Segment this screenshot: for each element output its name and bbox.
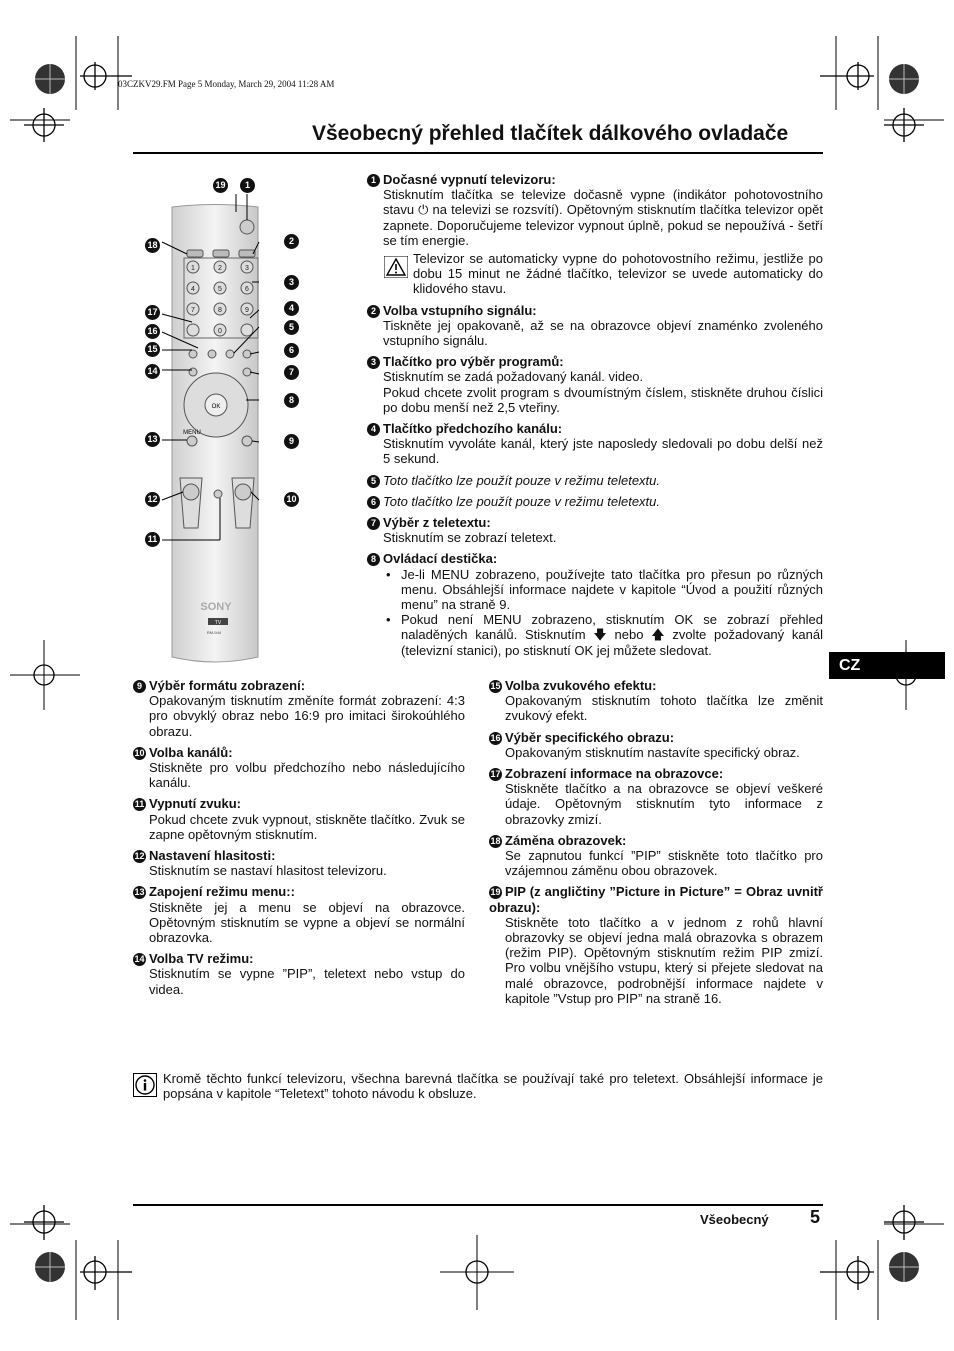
left-column [133, 678, 465, 1003]
callout-4: 4 [284, 301, 299, 316]
menu-label: MENU [183, 430, 201, 436]
model-label: RM-944 [206, 630, 222, 635]
svg-text:2: 2 [218, 265, 222, 272]
callout-12: 12 [145, 492, 160, 507]
callout-8: 8 [284, 393, 299, 408]
entry-7: 7 Výběr z teletextu: Stisknutím se zobrazí teletext. [367, 515, 823, 545]
entry-15: 15 Volba zvukového efektu: Opakovaným stisknutím tohoto tlačítka lze změnit zvukový efekt. [490, 678, 823, 724]
callout-1: 1 [240, 178, 255, 193]
callout-14: 14 [145, 364, 160, 379]
page-title: Všeobecný přehled tlačítek dálkového ovladače [312, 122, 789, 145]
warning-note: Televizor se automaticky vypne do pohotovostního režimu, jestliže po dobu 15 minut ne žádné tlačítko, televizor se uvede automaticky do klidového stavu. [383, 251, 823, 297]
entry-2: 2 Volba vstupního signálu: Tiskněte jej opakovaně, až se na obrazovce objeví znaménko zvoleného vstupního signálu. [367, 303, 823, 349]
svg-text:9: 9 [245, 307, 249, 314]
entry-12: 12 Nastavení hlasitosti: Stisknutím se nastaví hlasitost televizoru. [134, 848, 387, 879]
svg-text:3: 3 [245, 265, 249, 272]
callout-11: 11 [145, 532, 160, 547]
svg-text:8: 8 [218, 307, 222, 314]
top-rule [133, 152, 823, 154]
entry-16: 16 Výběr specifického obrazu: Opakovaným stisknutím nastavíte specifický obraz. [490, 729, 800, 760]
callout-5: 5 [284, 320, 299, 335]
footer-page-number: 5 [810, 1207, 821, 1227]
callout-19: 19 [213, 178, 228, 193]
info-icon [133, 1073, 157, 1097]
entry-17: 17 Zobrazení informace na obrazovce: Stiskněte tlačítko a na obrazovce se objeví veškeré údaje. Opětovným stisknutím tyto informace z obrazovky zmizí. [490, 766, 823, 827]
svg-text:4: 4 [191, 286, 195, 293]
callout-2: 2 [284, 234, 299, 249]
entry-10: 10 Volba kanálů: Stiskněte pro volbu předchozího nebo následujícího kanálu. [134, 744, 465, 791]
entry-14: 14 Volba TV režimu: Stisknutím se vypne ”PIP”, teletext nebo vstup do videa. [134, 951, 465, 997]
entry-8: 8 Ovládací destička: • Je-li MENU zobrazeno, používejte tato tlačítka pro přesun po různých menu. Obsáhlejší informace najdete v kapitole “Úvod a použití různých menu” na straně 9. • Pokud není MENU zobrazeno, stisknutím OK se zobrazí přehled naladěných kanálů. Stisknutím 🡇 nebo 🡅 zvolte požadovaný kanál (televizní stanici), po stisknutí OK jej můžete sledovat. [367, 551, 823, 657]
svg-text:7: 7 [191, 307, 195, 314]
callout-10: 10 [284, 492, 299, 507]
svg-text:6: 6 [245, 286, 249, 293]
callout-13: 13 [145, 432, 160, 447]
callout-18: 18 [145, 238, 160, 253]
frame-info: 03CZKV29.FM Page 5 Monday, March 29, 2004 11:28 AM [118, 79, 335, 89]
svg-text:0: 0 [218, 328, 222, 335]
bottom-rule [133, 1204, 823, 1206]
entry-13: 13 Zapojení režimu menu:: Stiskněte jej a menu se objeví na obrazovce. Opětovným stisknutím se vypne a objeví se normální obrazovka. [134, 884, 465, 946]
entry-11: 11 Vypnutí zvuku: Pokud chcete zvuk vypnout, stiskněte tlačítko. Zvuk se zapne opětovným stisknutím. [134, 796, 465, 842]
entry-5: 5 Toto tlačítko lze použít pouze v režimu teletextu. [367, 473, 823, 488]
svg-text:1: 1 [191, 265, 195, 272]
tv-label: TV [214, 620, 222, 626]
ok-label: OK [211, 404, 221, 410]
footer-section: Všeobecný [700, 1212, 769, 1227]
entry-18: 18 Záměna obrazovek: Se zapnutou funkcí ”PIP” stiskněte toto tlačítko pro vzájemnou záměnu obou obrazovek. [490, 832, 823, 879]
brand-label: SONY [200, 601, 232, 613]
right-column [367, 172, 823, 664]
callout-16: 16 [145, 324, 160, 339]
callout-9: 9 [284, 434, 299, 449]
entry-1: 1 Dočasné vypnutí televizoru: Stisknutím tlačítka se televize dočasně vypne (indikátor pohotovostního stavu ⏻ na televizi se rozsvítí). Opětovným stisknutím tlačítka televizor opět zapnete. Doporučujeme televizor vypnout úplně, pokud se nepoužívá - šetří se tím energie. Televizor se automaticky vypne do pohotovostního režimu, jestliže po dobu 15 minut ne žádné tlačítko, televizor se uvede automaticky do klidového stavu. [367, 172, 823, 297]
entry-9: 9 Výběr formátu zobrazení: Opakovaným tisknutím změníte formát zobrazení: 4:3 pro obvyklý obraz nebo 16:9 pro imitaci širokoúhlého obrazu. [133, 678, 465, 739]
callout-7: 7 [284, 365, 299, 380]
callout-15: 15 [145, 342, 160, 357]
callout-17: 17 [145, 305, 160, 320]
remote-illustration [140, 172, 310, 667]
callout-3: 3 [284, 275, 299, 290]
entry-4: 4 Tlačítko předchozího kanálu: Stisknutím vyvoláte kanál, který jste naposledy sledovali po dobu delší než 5 sekund. [367, 421, 823, 467]
entry-19: 19 PIP (z angličtiny ”Picture in Picture” = Obraz uvnitř obrazu): Stiskněte toto tlačítko a v jednom z rohů hlavní obrazovky se objeví jedna malá obrazovka s obrazem (režim PIP). Opětovným stisknutím režim PIP zmizí. Pro volbu vnějšího vstupu, který si přejete sledovat na malé obrazovce, podrobnější informace najdete v kapitole ”Vstup pro PIP” na straně 16. [489, 884, 823, 1006]
middle-column [489, 678, 823, 1012]
callout-6: 6 [284, 343, 299, 358]
entry-3: 3 Tlačítko pro výběr programů: Stisknutím se zadá požadovaný kanál. video. Pokud chcete zvolit program s dvoumístným číslem, stiskněte druhou číslici po dobu menší než 2,5 vteřiny. [367, 354, 823, 415]
warning-icon [384, 256, 408, 278]
svg-text:5: 5 [218, 286, 222, 293]
info-note: Kromě těchto funkcí televizoru, všechna barevná tlačítka se používají také pro teletext. Obsáhlejší informace je popsána v kapitole “Teletext” tohoto návodu k obsluze. [163, 1071, 823, 1102]
entry-6: 6 Toto tlačítko lze použít pouze v režimu teletextu. [367, 494, 823, 509]
language-tab: CZ [829, 652, 945, 679]
